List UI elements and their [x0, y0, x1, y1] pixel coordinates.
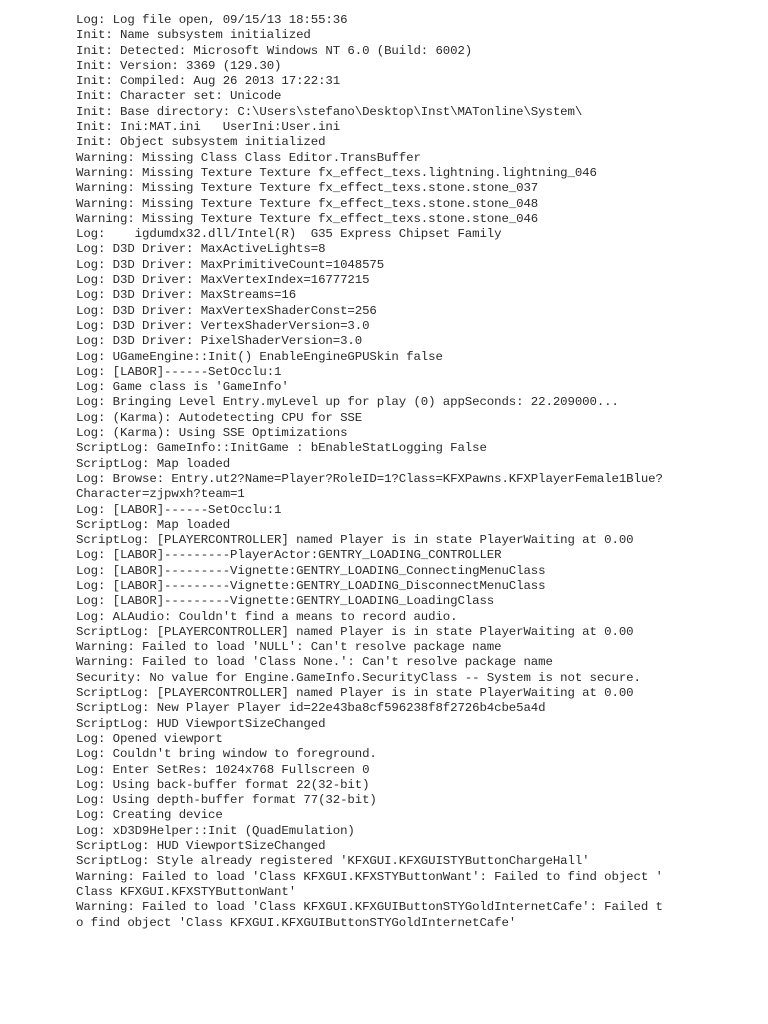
log-line: Init: Version: 3369 (129.30): [76, 58, 282, 73]
log-line: Init: Object subsystem initialized: [76, 135, 326, 150]
log-line: ScriptLog: [PLAYERCONTROLLER] named Player is in state PlayerWaiting at 0.00: [76, 624, 634, 639]
log-line: o find object 'Class KFXGUI.KFXGUIButtonSTYGoldInternetCafe': [76, 915, 517, 930]
log-line: Log: Couldn't bring window to foreground.: [76, 747, 377, 762]
log-line: Warning: Missing Texture Texture fx_effect_texs.stone.stone_048: [76, 196, 539, 211]
log-line: Log: [LABOR]------SetOcclu:1: [76, 364, 282, 379]
log-line: Log: D3D Driver: PixelShaderVersion=3.0: [76, 334, 363, 349]
log-line: Log: Bringing Level Entry.myLevel up for play (0) appSeconds: 22.209000...: [76, 395, 619, 410]
log-line: Warning: Failed to load 'Class None.': Can't resolve package name: [76, 655, 553, 670]
log-line: Log: UGameEngine::Init() EnableEngineGPUSkin false: [76, 349, 443, 364]
log-line: ScriptLog: New Player Player id=22e43ba8cf596238f8f2726b4cbe5a4d: [76, 701, 546, 716]
log-line: Character=zjpwxh?team=1: [76, 487, 245, 502]
log-line: Log: [LABOR]---------Vignette:GENTRY_LOADING_LoadingClass: [76, 594, 495, 609]
log-line: Log: Browse: Entry.ut2?Name=Player?RoleID=1?Class=KFXPawns.KFXPlayerFemale1Blue?: [76, 471, 663, 486]
log-line: Warning: Missing Texture Texture fx_effect_texs.stone.stone_037: [76, 181, 539, 196]
log-line: Log: Creating device: [76, 808, 223, 823]
log-line: Init: Character set: Unicode: [76, 89, 282, 104]
log-line: Init: Detected: Microsoft Windows NT 6.0 (Build: 6002): [76, 43, 473, 58]
log-line: Log: (Karma): Autodetecting CPU for SSE: [76, 410, 363, 425]
log-line: Security: No value for Engine.GameInfo.SecurityClass -- System is not secure.: [76, 670, 641, 685]
log-line: Log: [LABOR]---------Vignette:GENTRY_LOADING_DisconnectMenuClass: [76, 578, 546, 593]
log-line: Log: D3D Driver: VertexShaderVersion=3.0: [76, 318, 370, 333]
log-line: Log: D3D Driver: MaxVertexShaderConst=256: [76, 303, 377, 318]
log-line: Log: D3D Driver: MaxStreams=16: [76, 288, 297, 303]
log-line: ScriptLog: Map loaded: [76, 517, 231, 532]
log-line: Warning: Missing Class Class Editor.TransBuffer: [76, 150, 421, 165]
log-line: Log: igdumdx32.dll/Intel(R) G35 Express Chipset Family: [76, 227, 502, 242]
log-line: Init: Compiled: Aug 26 2013 17:22:31: [76, 74, 341, 89]
log-line: Warning: Failed to load 'Class KFXGUI.KFXGUIButtonSTYGoldInternetCafe': Failed t: [76, 900, 663, 915]
log-line: Log: (Karma): Using SSE Optimizations: [76, 426, 348, 441]
log-line: Log: [LABOR]------SetOcclu:1: [76, 502, 282, 517]
log-line: Class KFXGUI.KFXSTYButtonWant': [76, 884, 297, 899]
log-line: Log: Log file open, 09/15/13 18:55:36: [76, 13, 348, 27]
log-line: ScriptLog: GameInfo::InitGame : bEnableStatLogging False: [76, 441, 487, 456]
log-line: Log: Using depth-buffer format 77(32-bit): [76, 793, 377, 808]
log-line: Warning: Missing Texture Texture fx_effect_texs.lightning.lightning_046: [76, 165, 597, 180]
log-line: Init: Name subsystem initialized: [76, 28, 311, 43]
log-line: Log: ALAudio: Couldn't find a means to record audio.: [76, 609, 458, 624]
log-line: ScriptLog: [PLAYERCONTROLLER] named Player is in state PlayerWaiting at 0.00: [76, 686, 634, 701]
log-line: ScriptLog: [PLAYERCONTROLLER] named Player is in state PlayerWaiting at 0.00: [76, 533, 634, 548]
log-line: Log: Game class is 'GameInfo': [76, 380, 289, 395]
log-document: [76, 13, 756, 931]
log-line: Log: D3D Driver: MaxPrimitiveCount=1048575: [76, 257, 385, 272]
log-line: Log: Using back-buffer format 22(32-bit): [76, 777, 370, 792]
log-line: Warning: Missing Texture Texture fx_effect_texs.stone.stone_046: [76, 211, 539, 226]
log-line: ScriptLog: HUD ViewportSizeChanged: [76, 839, 326, 854]
log-line: Warning: Failed to load 'NULL': Can't resolve package name: [76, 640, 502, 655]
log-line: Log: [LABOR]---------PlayerActor:GENTRY_LOADING_CONTROLLER: [76, 548, 502, 563]
log-line: Log: Enter SetRes: 1024x768 Fullscreen 0: [76, 762, 370, 777]
log-line: ScriptLog: Style already registered 'KFXGUI.KFXGUISTYButtonChargeHall': [76, 854, 590, 869]
log-line: Log: Opened viewport: [76, 731, 223, 746]
log-line: Log: [LABOR]---------Vignette:GENTRY_LOADING_ConnectingMenuClass: [76, 563, 546, 578]
log-line: Log: D3D Driver: MaxVertexIndex=16777215: [76, 273, 370, 288]
log-line: ScriptLog: Map loaded: [76, 456, 231, 471]
log-line: Log: D3D Driver: MaxActiveLights=8: [76, 242, 326, 257]
log-line: Init: Ini:MAT.ini UserIni:User.ini: [76, 120, 341, 135]
log-line: Init: Base directory: C:\Users\stefano\Desktop\Inst\MATonline\System\: [76, 104, 583, 119]
log-line: Log: xD3D9Helper::Init (QuadEmulation): [76, 823, 355, 838]
log-line: ScriptLog: HUD ViewportSizeChanged: [76, 716, 326, 731]
log-line: Warning: Failed to load 'Class KFXGUI.KFXSTYButtonWant': Failed to find object ': [76, 869, 663, 884]
